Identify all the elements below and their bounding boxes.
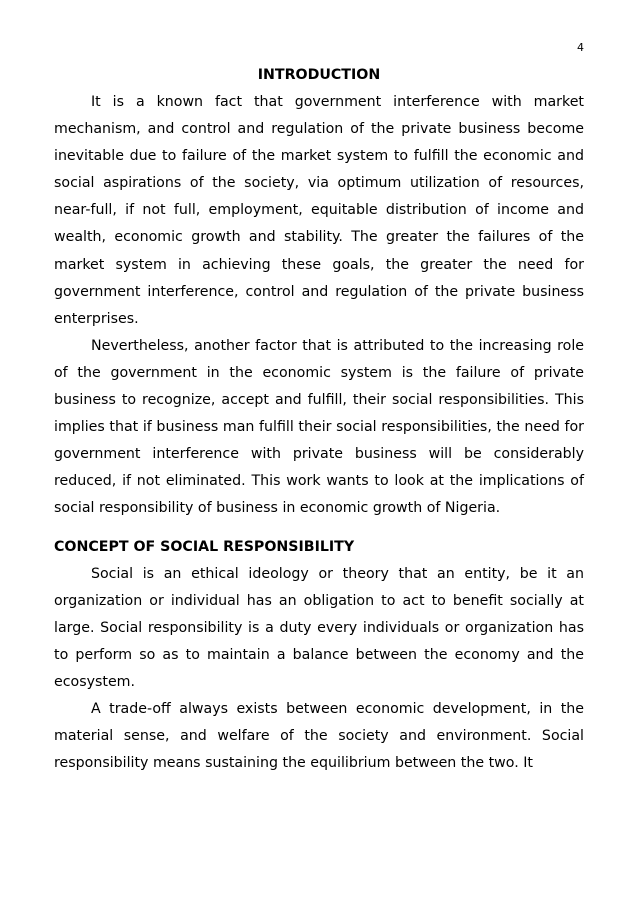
concept-paragraph-1: Social is an ethical ideology or theory that an entity, be it an organization or individual has an obligation to act to benefit socially at large. Social responsibility is a duty every individuals or organization has to perform so as to maintain a balance between the economy and the ecosystem.: [54, 565, 584, 690]
introduction-heading: INTRODUCTION: [257, 67, 381, 83]
concept-paragraph-2: A trade-off always exists between economic development, in the material sense, and welfare of the society and environment. Social responsibility means sustaining the equilibrium between the two. It: [54, 700, 584, 772]
introduction-paragraph-2: Nevertheless, another factor that is attributed to the increasing role of the government in the economic system is the failure of private business to recognize, accept and fulfill, their social responsibilities. This implies that if business man fulfill their social responsibilities, the need for government interference with private business will be considerably reduced, if not eliminated. This work wants to look at the implications of social responsibility of business in economic growth of Nigeria.: [54, 337, 584, 517]
page-number: 4: [577, 41, 584, 54]
document-body: [54, 62, 584, 777]
introduction-paragraph-1: It is a known fact that government interference with market mechanism, and control and regulation of the private business become inevitable due to failure of the market system to fulfill the economic and social aspirations of the society, via optimum utilization of resources, near-full, if not full, employment, equitable distribution of income and wealth, economic growth and stability. The greater the failures of the market system in achieving these goals, the greater the need for government interference, control and regulation of the private business enterprises.: [54, 94, 584, 327]
concept-heading: CONCEPT OF SOCIAL RESPONSIBILITY: [54, 538, 355, 555]
